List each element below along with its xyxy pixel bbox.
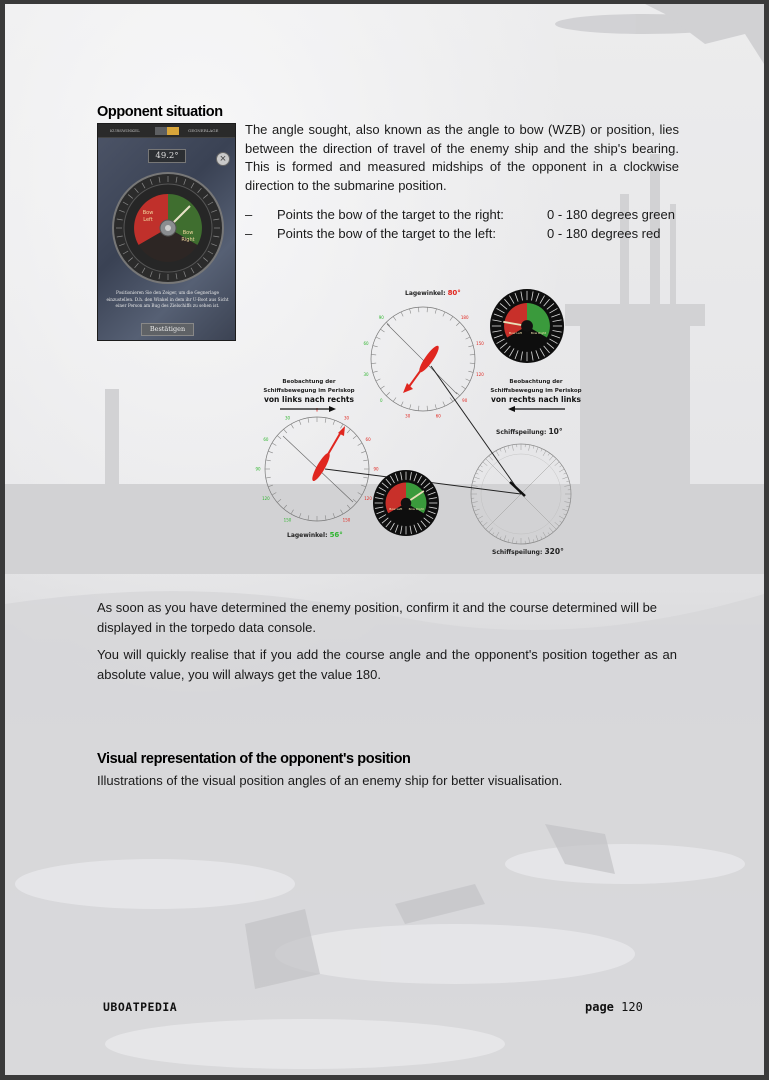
protractor-tick (472, 502, 478, 503)
footer-page-value: 120 (621, 1000, 643, 1014)
protractor-tick (564, 502, 570, 503)
protractor-tick (548, 453, 550, 455)
compass-tick (353, 436, 357, 439)
protractor-tick (489, 456, 493, 461)
compass-tick (291, 424, 294, 428)
compass-tick (435, 309, 436, 314)
compass-tick (401, 312, 403, 317)
protractor-tick (492, 533, 494, 535)
footer-page-number (585, 1000, 643, 1014)
compass-tick-label: 30 (343, 415, 350, 421)
svg-text:Bow: Bow (142, 210, 154, 216)
compass-tick-label: 30 (405, 413, 411, 419)
confirm-button[interactable]: Bestätigen (141, 323, 194, 336)
compass-tick (373, 346, 378, 347)
compass-tick (291, 510, 294, 514)
mini-bow-right-label: Bow Right (408, 507, 424, 512)
ship-left (310, 426, 345, 483)
protractor-tick (473, 481, 476, 482)
mini-dial-bottom (373, 470, 439, 536)
compass-tick (268, 451, 273, 453)
protractor-tick (529, 445, 530, 451)
value-180-paragraph: You will quickly realise that if you add the course angle and the opponent's position together as an absolute value, you will always get the value 180. (97, 647, 677, 682)
protractor-tick (483, 522, 488, 526)
protractor-tick (474, 477, 480, 479)
protractor-tick (533, 446, 534, 449)
protractor-tick (555, 462, 560, 466)
compass-tick-label: 120 (364, 496, 372, 501)
arrow-left-icon (508, 406, 515, 412)
protractor-tick (489, 528, 493, 533)
compass-tick (466, 379, 471, 381)
top-angle-label: Lagewinkel: 80° (405, 289, 461, 297)
protractor-tick (496, 532, 499, 537)
protractor-tick (548, 533, 550, 535)
protractor-tick (500, 537, 501, 540)
footer-page-label: page (585, 1000, 614, 1014)
compass-tick (341, 510, 344, 514)
compass-tick (435, 404, 436, 409)
protractor-tick (496, 451, 499, 456)
svg-text:von links nach rechts: von links nach rechts (264, 395, 354, 404)
compass-tick (363, 460, 368, 461)
compass-tick-label: 60 (435, 413, 441, 419)
compass-tick-label: 150 (283, 517, 292, 523)
protractor-tick (476, 473, 479, 474)
compass-tick (341, 424, 344, 428)
mini-bow-left-label: Bow Left (389, 507, 403, 512)
protractor-tick (566, 506, 569, 507)
compass-tick (361, 451, 366, 453)
svg-text:Right: Right (181, 237, 195, 243)
svg-text:Schiffsbewegung im Periskop: Schiffsbewegung im Periskop (490, 388, 582, 394)
bearing-top-label: Schiffspeilung: 10° (496, 427, 563, 436)
compass-tick (299, 513, 301, 518)
compass-tick (333, 513, 335, 518)
bullet-dash: – (245, 207, 253, 222)
bearing-bottom-label: Schiffspeilung: 320° (492, 547, 564, 556)
compass-tick-label: 30 (284, 415, 291, 421)
protractor-tick (480, 465, 482, 467)
protractor-tick (533, 539, 534, 542)
protractor-tick (543, 451, 546, 456)
mini-dial-hub (401, 498, 412, 509)
protractor-tick (560, 465, 562, 467)
protractor-tick (500, 449, 501, 452)
protractor-tick (508, 446, 509, 449)
mini-bow-right-label: Bow Right (530, 331, 547, 336)
protractor-tick (508, 539, 509, 542)
right-caption (490, 379, 581, 412)
compass-tick (468, 371, 473, 372)
visual-representation-paragraph: Illustrations of the visual position angles of an enemy ship for better visualisation. (97, 773, 563, 788)
bullet-dash: – (245, 226, 253, 241)
compass-tick-label: 180 (460, 314, 469, 320)
compass-tick (363, 477, 368, 478)
confirm-paragraph: As soon as you have determined the enemy position, confirm it and the course determined will be displayed in the torpedo data console. (97, 600, 658, 635)
compass-axis (387, 324, 457, 394)
compass-tick (358, 443, 362, 446)
game-instruction-text: Positionieren Sie den Zeiger, um die Gegnerlage einzustellen. D.h. den Winkel in dem ihr U-Boot aus Sicht einer Person am Bug des Zielschiffs zu sehen ist. (106, 290, 229, 309)
compass-tick (284, 429, 287, 433)
protractor-tick (478, 516, 483, 519)
protractor-tick (536, 447, 538, 453)
mini-bow-left-label: Bow Left (509, 331, 523, 336)
compass-tick (462, 386, 466, 389)
svg-text:Bow: Bow (182, 230, 194, 236)
compass-tick (333, 420, 335, 425)
bullet-text: Points the bow of the target to the left: (277, 226, 496, 241)
protractor-tick (472, 485, 478, 486)
game-angle-readout: 49.2° (148, 149, 186, 163)
compass-tick (386, 392, 390, 396)
compass-tick (450, 398, 453, 402)
protractor-tick (559, 516, 564, 519)
heading-opponent-situation: Opponent situation (97, 104, 223, 120)
compass-tick (284, 505, 287, 509)
compass-tick (277, 499, 281, 502)
compass-tick (361, 485, 366, 487)
compass-tick (325, 515, 326, 520)
compass-tick-label: 30 (363, 371, 369, 377)
compass-tick (462, 329, 466, 332)
position-angle-diagram (5, 4, 764, 564)
bullet-value: 0 - 180 degrees red (547, 226, 661, 241)
protractor-tick (478, 469, 483, 472)
compass-tick-label: 60 (365, 437, 371, 442)
protractor-tick (529, 537, 530, 543)
compass-tick (358, 493, 362, 496)
compass-tick (466, 337, 471, 339)
compass-tick (277, 436, 281, 439)
svg-text:Left: Left (143, 217, 153, 223)
compass-tick (456, 322, 460, 326)
compass-tick (393, 398, 396, 402)
compass-tick (376, 379, 381, 381)
compass-tick (266, 477, 271, 478)
compass-tick (410, 404, 411, 409)
compass-tick (468, 346, 473, 347)
svg-text:Schiffsbewegung im Periskop: Schiffsbewegung im Periskop (263, 388, 355, 394)
compass-tick (308, 418, 309, 423)
protractor-tick (562, 477, 568, 479)
protractor-tick (480, 521, 482, 523)
protractor-tick (543, 532, 546, 537)
protractor-tick (564, 473, 567, 474)
compass-tick (272, 443, 276, 446)
protractor-tick (566, 481, 569, 482)
document-page (5, 4, 764, 1075)
close-icon[interactable]: × (216, 152, 230, 166)
compass-tick-label: 90 (378, 314, 384, 320)
intro-paragraph: The angle sought, also known as the angle to bow (WZB) or position, lies between the direction of travel of the enemy ship and the ship's bearing. This is formed and measured midships of the opponent in a clockwise direction to the submarine position. (245, 122, 679, 193)
protractor-tick (549, 528, 553, 533)
protractor-tick (512, 537, 513, 543)
compass-tick (353, 499, 357, 502)
protractor-tick (541, 537, 542, 540)
compass-tick (266, 460, 271, 461)
compass-tick-label: 0 (315, 407, 319, 413)
game-tab-gegnerlage[interactable]: GEGNERLAGE (188, 128, 219, 133)
compass-tick-label: 60 (363, 341, 369, 347)
compass-tick (268, 485, 273, 487)
compass-tick (325, 418, 326, 423)
footer-brand: UBOATPEDIA (103, 1000, 178, 1014)
compass-tick (443, 402, 445, 407)
compass-tick (410, 309, 411, 314)
compass-tick (376, 337, 381, 339)
protractor-tick (474, 509, 480, 511)
protractor-tick (473, 506, 476, 507)
compass-tick (347, 505, 350, 509)
bullet-text: Points the bow of the target to the right: (277, 207, 504, 222)
protractor-tick (549, 456, 553, 461)
compass-tick (401, 402, 403, 407)
compass-tick-label: 90 (373, 466, 379, 472)
compass-tick (299, 420, 301, 425)
protractor-tick (564, 485, 570, 486)
compass-tick-label: 60 (263, 437, 269, 442)
svg-text:Beobachtung der: Beobachtung der (282, 379, 336, 385)
compass-tick (393, 316, 396, 320)
compass-tick-label: 150 (476, 341, 484, 347)
protractor-tick (536, 535, 538, 541)
protractor-tick (560, 521, 562, 523)
compass-tick (272, 493, 276, 496)
compass-tick (380, 386, 384, 389)
compass-tick-label: 120 (262, 496, 270, 501)
bullet-value: 0 - 180 degrees green (547, 207, 675, 222)
compass-tick-label: 90 (462, 398, 468, 404)
compass-tick (373, 371, 378, 372)
compass-tick (347, 429, 350, 433)
compass-left (255, 408, 379, 523)
compass-tick (450, 316, 453, 320)
compass-tick-label: 150 (342, 517, 351, 523)
svg-text:von rechts nach links: von rechts nach links (491, 395, 581, 404)
protractor-tick (559, 469, 564, 472)
compass-tick (443, 312, 445, 317)
protractor-tick (483, 462, 488, 466)
compass-tick-label: 90 (255, 466, 261, 472)
protractor-tick (555, 522, 560, 526)
protractor-tick (504, 447, 506, 453)
protractor-tick (564, 514, 567, 515)
compass-tick (308, 515, 309, 520)
protractor-tick (512, 445, 513, 451)
arrow-right-icon (329, 406, 336, 412)
protractor-tick (476, 514, 479, 515)
left-caption (263, 379, 354, 412)
protractor-tick (504, 535, 506, 541)
game-tab-kurswinkel[interactable]: KURSWINKEL (110, 128, 140, 133)
heading-visual-representation: Visual representation of the opponent's position (97, 751, 411, 767)
ship-top (403, 344, 441, 393)
mini-dial-top (490, 289, 564, 363)
protractor-tick (562, 509, 568, 511)
compass-tick-label: 120 (476, 371, 484, 377)
svg-text:Beobachtung der: Beobachtung der (509, 379, 563, 385)
bottom-angle-label: Lagewinkel: 56° (287, 531, 343, 539)
protractor-tick (541, 449, 542, 452)
compass-tick (380, 329, 384, 332)
mini-dial-hub (521, 320, 533, 332)
compass-tick-label: 0 (380, 398, 383, 404)
